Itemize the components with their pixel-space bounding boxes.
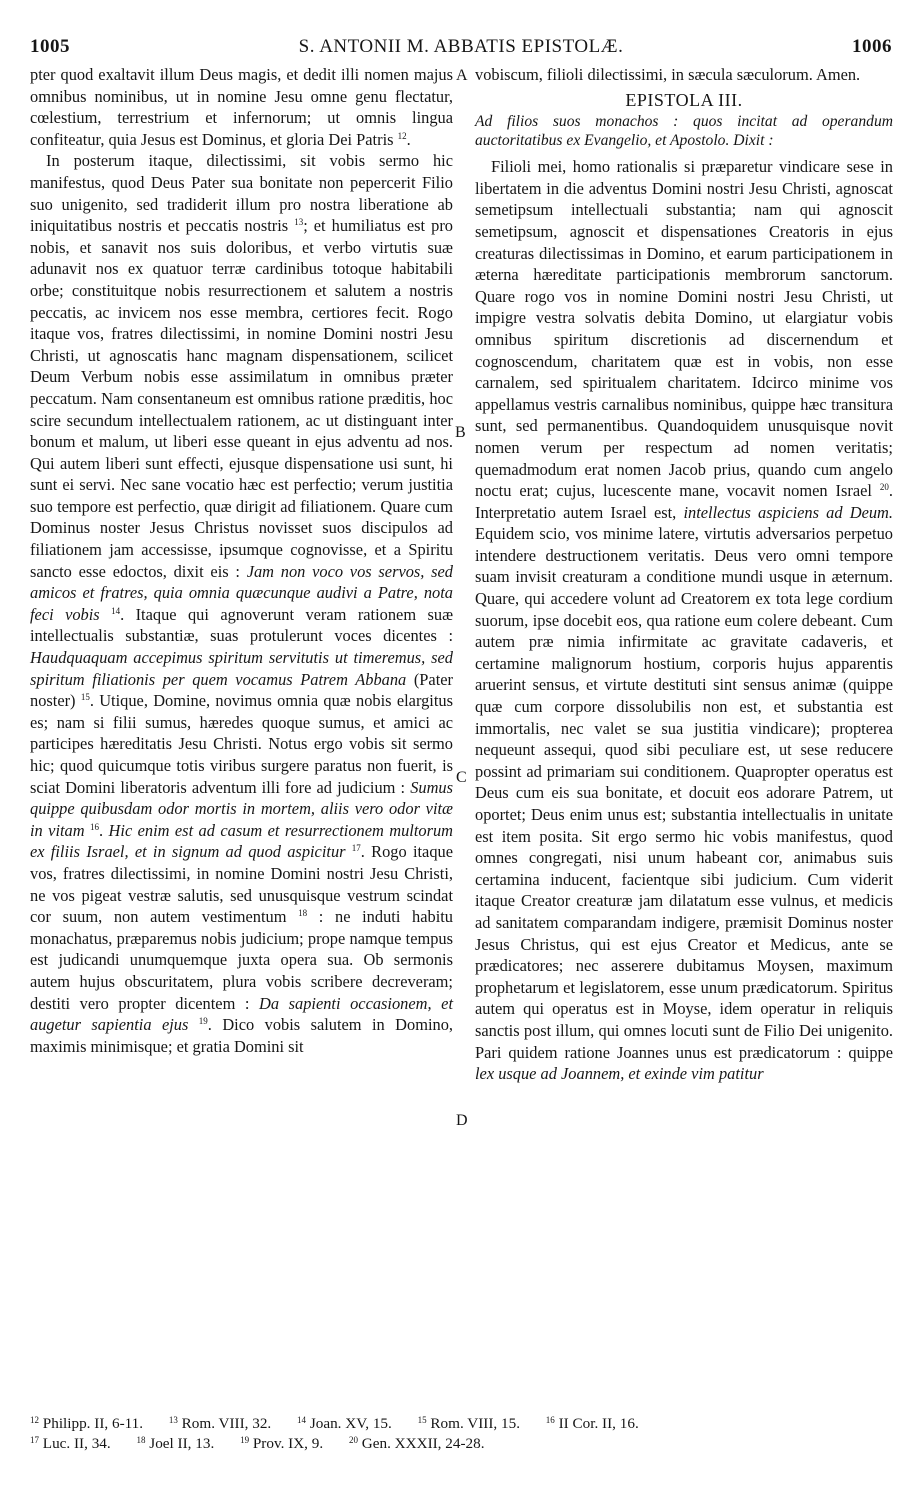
left-column <box>30 64 453 1057</box>
footnote: $^{12}$ Philipp. II, 6-11. <box>30 1415 144 1432</box>
scripture-quote: lex usque ad Joannem, et exinde vim patitur <box>475 1064 764 1084</box>
left-paragraph-2: In posterum itaque, dilectissimi, sit vobis sermo hic manifestus, quod Deus Pater sua bonitate non pepercerit Filio suo unigenito, sed tradiderit illum pro nostra liberatione ab iniquitatibus nostris et peccatis nostris $^{13}$; et humiliatus est pro nobis, et sanavit nos suis doloribus, et verbo virtutis suæ adunavit nos ex quatuor terræ cardinibus totoque habitabili orbe; constituitque nobis resurrectionem et salutem a nostris peccatis, ac invicem nos esse membra, certiores fecit. Rogo itaque vos, fratres dilectissimi, in nomine Domini nostri Jesu Christi, ut agnoscatis hanc magnam dispensationem, scilicet Deum Verbum nobis esse assimilatum in omnibus præter peccatum. Nam consentaneum est omnibus ratione præditis, hoc scire secundum intellectualem rationem, ac ut distinguant inter bonum et malum, ut liberi esse queant in ejus adventu ad nos. Qui autem liberi sunt effecti, ejusque dispensatione usi sunt, hi sunt ei servi. Nec sane vocatio hæc est perfectio; verum justitia suo tempore est perfectio, quæ dirigit ad filiationem. Quare cum Dominus noster Jesus Christus novisset suos discipulos ad filiationem jam accessisse, ipsumque cognovisse, et a Spiritu sancto esse edoctos, dixit eis : Jam non voco vos servos, sed amicos et fratres, quia omnia quæcunque audivi a Patre, nota feci vobis $^{14}$. Itaque qui agnoverunt veram rationem suæ intellectualis substantiæ, suas protulerunt voces dicentes : Haudquaquam accepimus spiritum servitutis ut timeremus, sed spiritum filiationis per quem vocamus Patrem Abbana (Pater noster) $^{15}$. Utique, Domine, novimus omnia quæ nobis elargitus es; nam si filii sumus, hæredes quoque sumus, et amici ac participes hæreditatis Jesu Christi. Notus ergo vobis sit sermo hic; quod quicumque totis viribus surgere paratus non fuerit, is sciat Domini liberatoris adventum illi fore ad judicium : Sumus quippe quibusdam odor mortis in mortem, aliis vero odor vitæ in vitam $^{16}$. Hic enim est ad casum et resurrectionem multorum ex filiis Israel, et in signum ad quod aspicitur $^{17}$. Rogo itaque vos, fratres dilectissimi, in nomine Domini nostri Jesu Christi, ne vos pigeat vestræ salutis, sed unusquisque vestrum scindat cor suum, non autem vestimentum $^{18}$ : ne induti habitu monachatus, præparemus nobis judicium; prope namque tempus est judicandi unumquemque juxta opera sua. Ob sermonis autem hujus obscuritatem, plura vobis scribere decreveram; destiti vero propter dicentem : Da sapienti occasionem, et augetur sapientia ejus $^{19}$. Dico vobis salutem in Domino, maximis minimisque; et gratia Domini sit <box>30 151 454 1056</box>
footnote: $^{18}$ Joel II, 13. <box>136 1435 215 1452</box>
scripture-quote: Sumus quippe quibusdam odor mortis in mortem, aliis vero odor vitæ in vitam <box>30 777 453 840</box>
margin-letter-b: B <box>455 424 466 441</box>
scripture-quote: Da sapienti occasionem, et augetur sapientia ejus <box>30 993 453 1035</box>
right-column <box>475 64 893 1085</box>
footnote-ref: 20 <box>879 482 889 493</box>
footnote-ref: 13 <box>294 217 304 228</box>
margin-letter-c: C <box>456 769 467 786</box>
footnote-ref: 19 <box>198 1016 208 1027</box>
footnotes <box>30 1414 892 1454</box>
left-paragraph-1: pter quod exaltavit illum Deus magis, et dedit illi nomen majus omnibus nominibus, ut in nomine Jesu omne genu flectatur, cœlestium, terrestrium et infernorum; ut omnis lingua confiteatur, quia Jesus est Dominus, et gloria Dei Patris $^{12}$. <box>30 65 453 149</box>
running-header <box>30 36 892 62</box>
epistle-argument: Ad filios suos monachos : quos incitat ad operandum auctoritatibus ex Evangelio, et Apostolo. Dixit : <box>475 113 893 150</box>
footnote: $^{13}$ Rom. VIII, 32. <box>168 1415 272 1432</box>
running-title: S. ANTONII M. ABBATIS EPISTOLÆ. <box>298 36 624 57</box>
footnote: $^{14}$ Joan. XV, 15. <box>297 1415 392 1432</box>
footnote-ref: 15 <box>80 692 90 703</box>
right-paragraph-2: Filioli mei, homo rationalis si præparetur vindicare sese in libertatem in die adventus Domini nostri Jesu Christi, agnoscat semetipsum intellectuali substantia; nam qui agnoscit semetipsum, agnoscit et dispensationes Creatoris in ejus creaturas dilectissimas in Domino, et earum participationem in æterna hæreditate participationis membrorum sanctorum. Quare rogo vos in nomine Domini nostri Jesu Christi, ut impigre vestra solvatis debita Domino, ut elargiatur vobis omnibus spiritum discretionis ad discernendum et cognoscendum, charitatem quæ est in vobis, non esse carnalem, sed spiritualem charitatem. Idcirco minime vos appellamus vestris carnalibus nominibus, quippe hæc transitura sunt, sed permanentibus. Quandoquidem unusquisque novit nomen verum per respectum ad nomen veritatis; quemadmodum erat nomen Jacob prius, quando cum angelo noctu erat; cujus, lucescente mane, vocavit nomen Israel $^{20}$. Interpretatio autem Israel est, intellectus aspiciens ad Deum. Equidem scio, vos minime latere, virtutis adversarios perpetuo intendere destructionem veritatis. Deus vero omni tempore suam invisit creaturam a conditione mundi usque in æternum. Quare, qui accedere volunt ad Creatorem ex tota lege cordium suorum, ipse docebit eos, qua ratione eum colere debeant. Cum autem præ nimia infirmitate ac gravitate cadaveris, et certamine malignorum hostium, corporis hujus apparentis aruerint sensus, et virtute destituti sint sensus animæ (quippe quæ cum corpore dissolubilis non est, et substantia est immortalis, nec valet se sua justitia vindicare); propterea nequeunt assequi, quod sibi peculiare est, ut sese reducere possint ad primariam sui conditionem. Quapropter operatus est Deus cum eis sua bonitate, et docuit eos adorare Patrem, ut oportet; Deus enim unus est; substantia intellectualis in unitate est item posita. Sit ergo sermo hic vobis manifestus, quod omnes congregati, nisi unum habeant cor, animabus suis certamina inducent, facientque sibi judicium. Cum viderit itaque Creator creaturæ jam dilatatum esse vulnus, et medicis ad sanitatem comparandam indigere, præmisit Dominus noster Jesus Christus, qui est ejus Creator et Medicus, ante se prædicatores; nec asserere dubitamus Moysen, maximum prophetarum et legislatorem, esse unum prædicatorum. Spiritus autem qui operatus est in Moyse, idem operatur in reliquis sanctis post illum, qui omnes locuti sunt de Filio Dei unigenito. Pari quidem ratione Joannes unus est prædicatorum : quippe lex usque ad Joannem, et exinde vim patitur <box>475 157 893 1084</box>
page-number-left: 1005 <box>30 36 70 57</box>
footnote: $^{17}$ Luc. II, 34. <box>30 1435 111 1452</box>
scripture-quote: Jam non voco vos servos, sed amicos et fratres, quia omnia quæcunque audivi a Patre, nota feci vobis <box>30 561 453 624</box>
page-number-right: 1006 <box>852 36 892 57</box>
interpretation-italic: intellectus aspiciens ad Deum. <box>683 502 893 522</box>
margin-letter-a: A <box>456 67 468 84</box>
margin-letter-d: D <box>456 1112 468 1129</box>
footnote: $^{16}$ II Cor. II, 16. <box>545 1415 639 1432</box>
footnote-line-2 <box>30 1434 892 1454</box>
footnote-ref: 14 <box>111 605 121 616</box>
footnote-ref: 17 <box>351 843 361 854</box>
footnote: $^{15}$ Rom. VIII, 15. <box>417 1415 520 1432</box>
footnote: $^{19}$ Prov. IX, 9. <box>240 1435 324 1452</box>
right-paragraph-1: vobiscum, filioli dilectissimi, in sæcula sæculorum. Amen. <box>475 65 861 84</box>
scripture-quote: Hic enim est ad casum et resurrectionem multorum ex filiis Israel, et in signum ad quod aspicitur <box>30 820 453 862</box>
epistle-title: EPISTOLA III. <box>625 89 743 110</box>
footnote-ref: 18 <box>298 908 308 919</box>
scripture-quote: Haudquaquam accepimus spiritum servitutis ut timeremus, sed spiritum filiationis per quem vocamus Patrem Abbana <box>30 648 453 689</box>
footnote: $^{20}$ Gen. XXXII, 24-28. <box>348 1435 485 1452</box>
footnote-ref: 16 <box>90 821 100 832</box>
footnote-line-1 <box>30 1414 892 1434</box>
footnote-ref: 12 <box>397 130 407 141</box>
